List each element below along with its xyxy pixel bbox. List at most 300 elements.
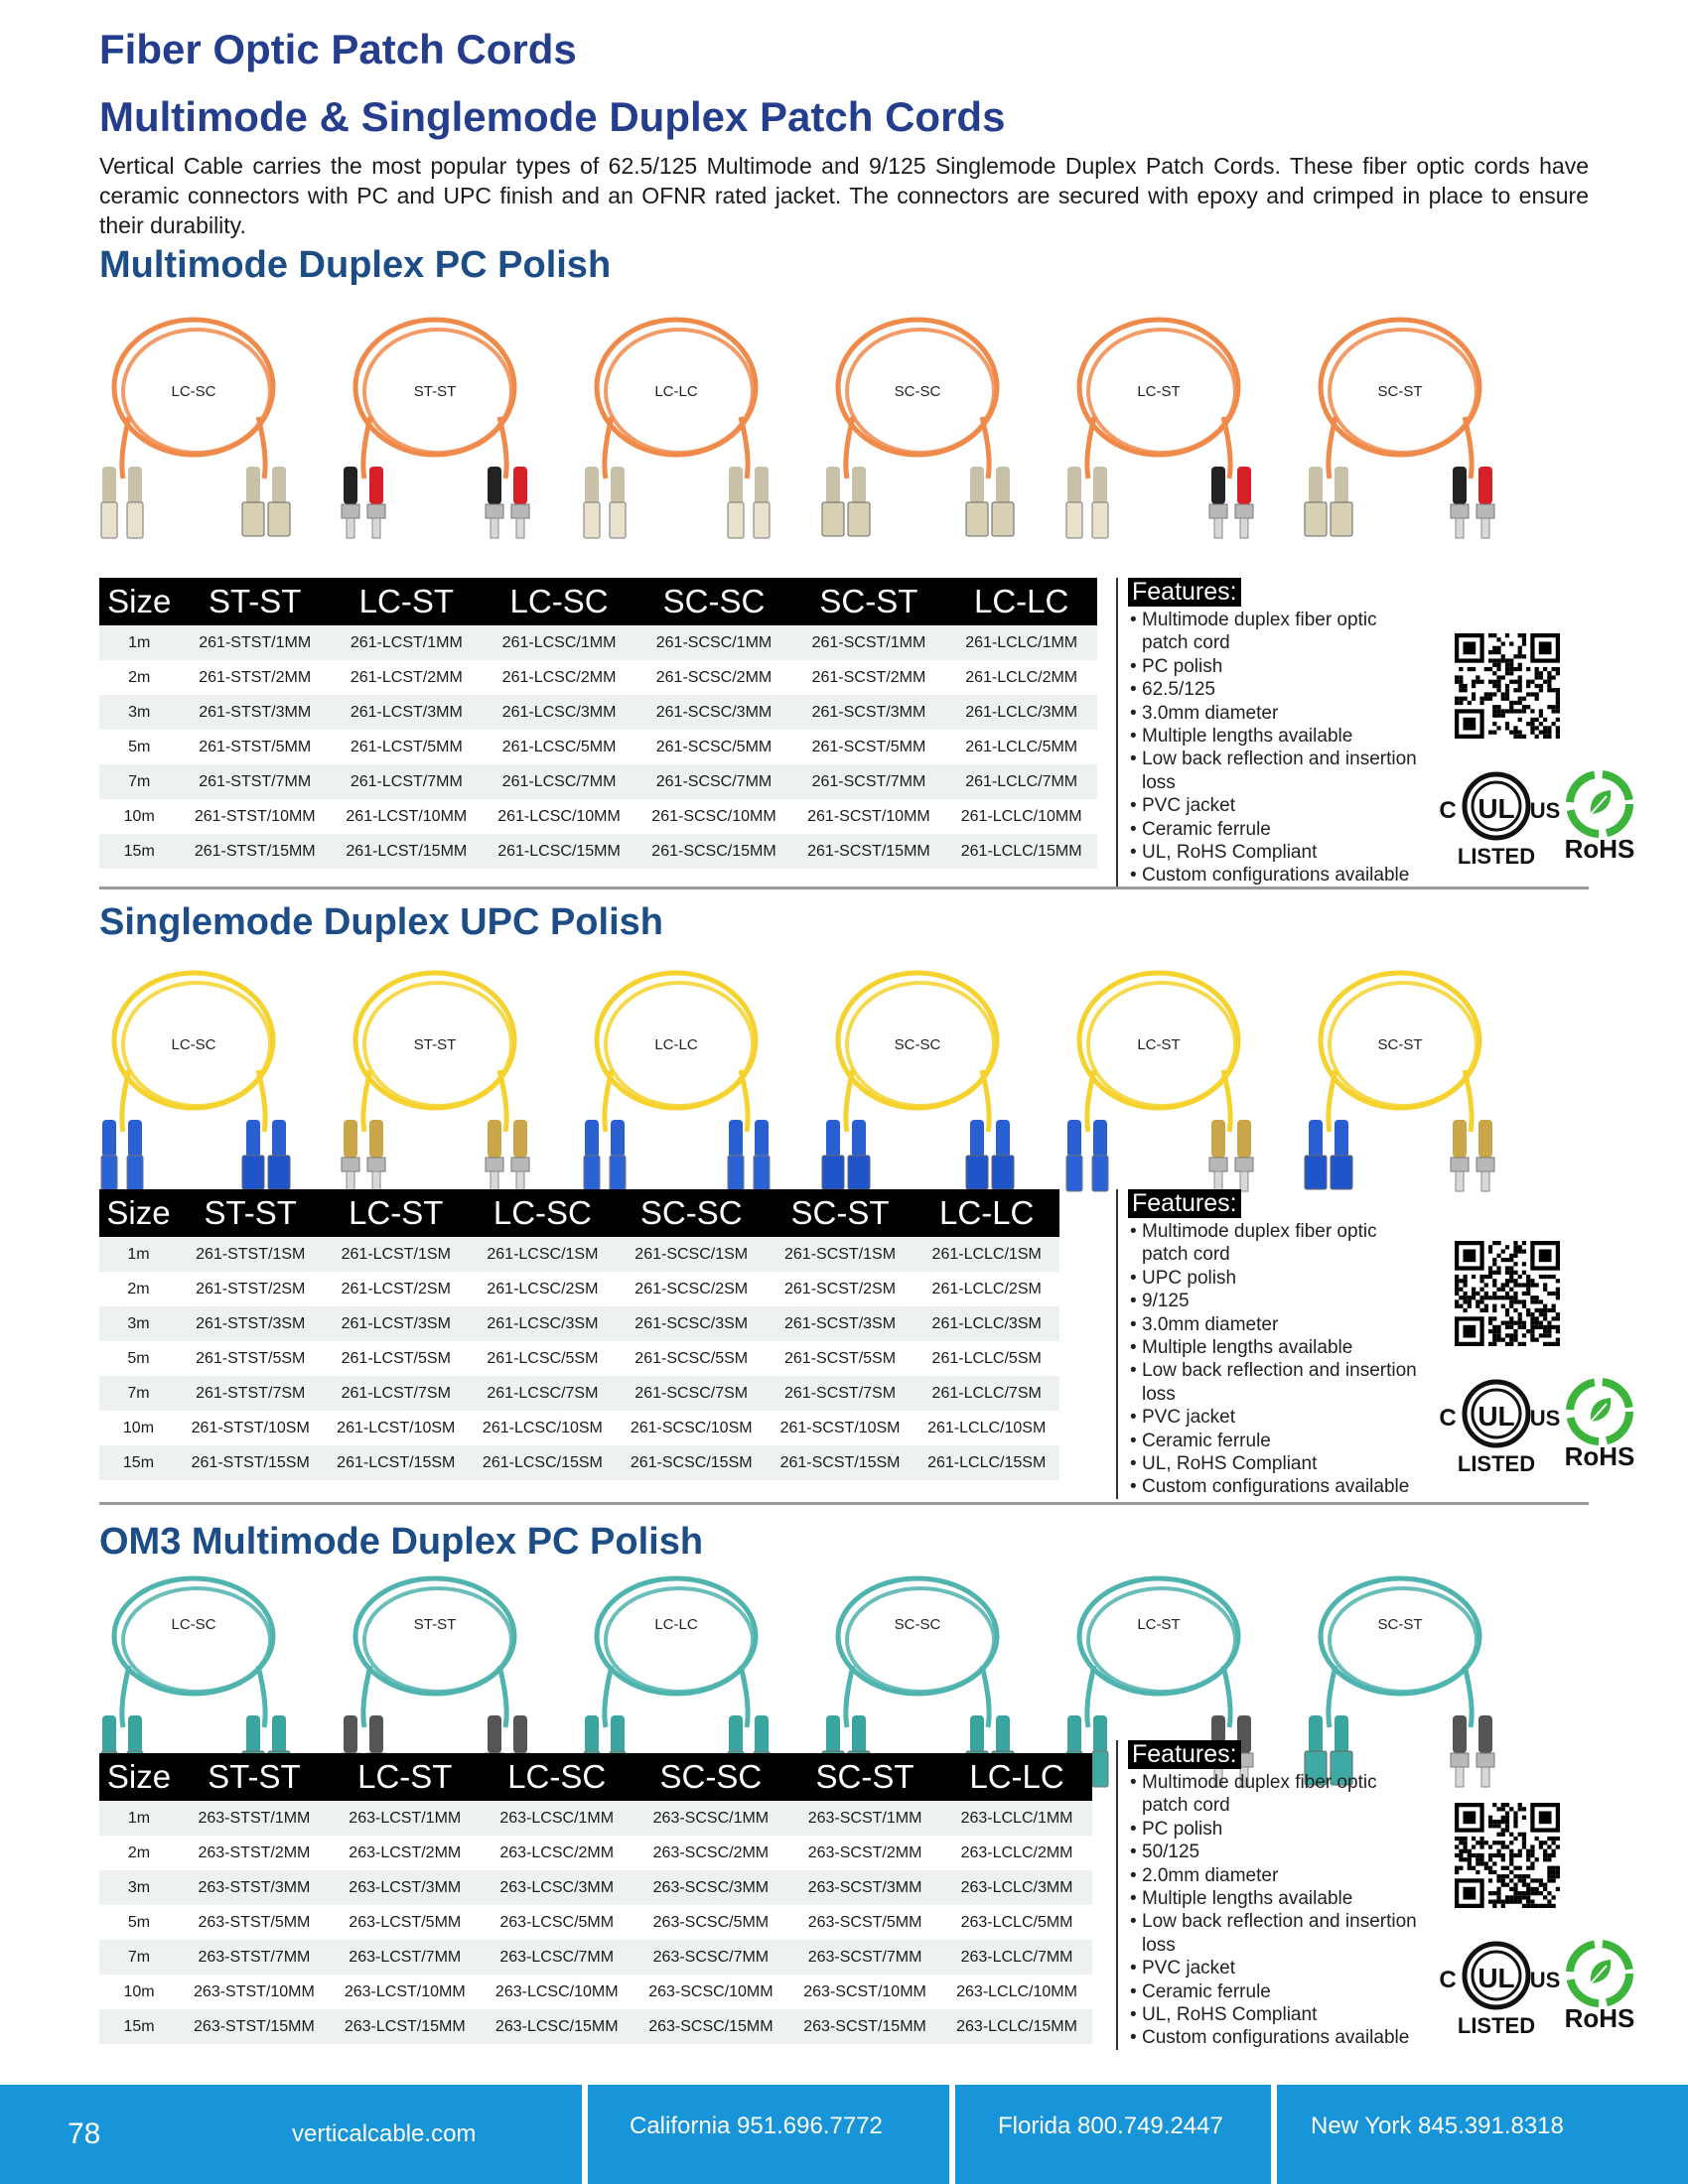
ul-logo-text: LISTED bbox=[1457, 2013, 1536, 2038]
part-number-cell: 263-LCST/3MM bbox=[330, 1870, 481, 1905]
part-number-cell: 263-SCST/2MM bbox=[807, 1843, 922, 1861]
product-image bbox=[89, 961, 298, 1199]
part-number-cell: 263-STST/2MM bbox=[198, 1843, 311, 1861]
table-row bbox=[99, 1905, 1092, 1940]
part-number-cell: 261-LCSC/2MM bbox=[501, 668, 617, 686]
part-number-cell: 261-SCST/10SM bbox=[779, 1419, 901, 1436]
table-header-row bbox=[99, 1753, 1092, 1801]
part-number-cell: 261-SCSC/5SM bbox=[634, 1349, 749, 1367]
table-row bbox=[99, 1975, 1092, 2009]
column-header: LC-ST bbox=[323, 1189, 469, 1237]
feature-item: • UPC polish bbox=[1130, 1267, 1424, 1290]
part-number-cell: 263-STST/5MM bbox=[198, 1913, 311, 1931]
qr-code-icon bbox=[1455, 633, 1560, 739]
feature-item: • PVC jacket bbox=[1130, 1406, 1424, 1429]
product-image bbox=[1296, 961, 1504, 1199]
column-header: SC-SC bbox=[617, 1189, 767, 1237]
table-row bbox=[99, 1411, 1059, 1445]
product-image bbox=[1055, 308, 1263, 546]
website-link[interactable]: verticalcable.com bbox=[292, 2120, 477, 2147]
product-label: LC-ST bbox=[1137, 383, 1181, 400]
product-label: SC-SC bbox=[894, 1616, 941, 1633]
part-number-cell: 261-SCSC/5MM bbox=[655, 738, 773, 755]
column-header: LC-LC bbox=[914, 1189, 1059, 1237]
part-number-cell: 261-LCST/1SM bbox=[323, 1237, 469, 1272]
column-header: SC-ST bbox=[767, 1189, 914, 1237]
part-number-cell: 261-LCST/3MM bbox=[331, 695, 483, 730]
table-row bbox=[99, 625, 1097, 660]
size-cell: 5m bbox=[128, 738, 151, 755]
part-number-cell: 261-SCSC/15SM bbox=[617, 1445, 767, 1480]
part-number-cell: 263-STST/10MM bbox=[194, 1982, 315, 2000]
ul-logo-text: US bbox=[1529, 1968, 1561, 1992]
part-number-cell: 263-LCSC/7MM bbox=[481, 1940, 633, 1975]
product-gallery-singlemode bbox=[89, 961, 1539, 1199]
part-number-cell: 261-SCSC/3SM bbox=[617, 1306, 767, 1341]
part-number-cell: 263-STST/3MM bbox=[179, 1870, 330, 1905]
part-number-cell: 263-SCSC/1MM bbox=[633, 1801, 788, 1836]
ul-listed-logo bbox=[1439, 1940, 1561, 2039]
section-divider bbox=[99, 887, 1589, 889]
part-number-cell: 263-SCSC/10MM bbox=[648, 1982, 774, 2000]
feature-item: • 9/125 bbox=[1130, 1290, 1424, 1312]
part-number-cell: 261-SCST/3MM bbox=[792, 695, 946, 730]
product-label: LC-ST bbox=[1137, 1036, 1181, 1053]
part-number-cell: 261-STST/1MM bbox=[179, 625, 331, 660]
product-label: LC-LC bbox=[654, 1036, 698, 1053]
part-number-cell: 263-STST/1MM bbox=[179, 1801, 330, 1836]
part-number-cell: 261-LCSC/10SM bbox=[482, 1419, 603, 1436]
part-number-cell: 261-LCLC/15SM bbox=[914, 1445, 1059, 1480]
part-number-cell: 261-LCST/2MM bbox=[350, 668, 463, 686]
part-number-cell: 261-SCST/5SM bbox=[784, 1349, 897, 1367]
part-number-cell: 261-STST/10SM bbox=[191, 1419, 310, 1436]
product-label: ST-ST bbox=[413, 1036, 457, 1053]
qr-code-icon bbox=[1455, 1241, 1560, 1346]
page-title: Fiber Optic Patch Cords bbox=[99, 26, 577, 72]
features-panel-singlemode bbox=[1116, 1189, 1424, 1499]
part-number-cell: 261-SCST/1MM bbox=[792, 625, 946, 660]
part-number-cell: 261-LCLC/1SM bbox=[914, 1237, 1059, 1272]
part-number-cell: 263-LCSC/10MM bbox=[494, 1982, 619, 2000]
size-cell: 1m bbox=[99, 1801, 179, 1836]
part-number-cell: 261-LCSC/5MM bbox=[501, 738, 617, 755]
part-number-cell: 261-STST/3SM bbox=[178, 1306, 324, 1341]
table-row bbox=[99, 1237, 1059, 1272]
part-number-cell: 261-LCST/5MM bbox=[350, 738, 463, 755]
part-number-cell: 263-LCLC/10MM bbox=[956, 1982, 1077, 2000]
part-number-cell: 261-SCSC/1MM bbox=[635, 625, 791, 660]
part-number-cell: 261-LCST/10MM bbox=[346, 807, 468, 825]
part-number-cell: 261-SCSC/10SM bbox=[630, 1419, 753, 1436]
product-label: LC-ST bbox=[1137, 1616, 1181, 1633]
feature-item: • 3.0mm diameter bbox=[1130, 702, 1424, 725]
section-divider bbox=[99, 1502, 1589, 1505]
part-number-cell: 261-STST/2MM bbox=[199, 668, 312, 686]
part-number-cell: 261-SCST/7MM bbox=[792, 764, 946, 799]
part-number-cell: 261-STST/10MM bbox=[194, 807, 316, 825]
feature-item: • UL, RoHS Compliant bbox=[1130, 2003, 1424, 2026]
size-cell: 7m bbox=[99, 1376, 178, 1411]
part-number-cell: 261-SCSC/2MM bbox=[655, 668, 773, 686]
product-label: SC-ST bbox=[1377, 1616, 1423, 1633]
features-list bbox=[1130, 1220, 1424, 1499]
part-number-cell: 261-SCST/10MM bbox=[807, 807, 930, 825]
product-label: SC-SC bbox=[894, 1036, 941, 1053]
product-image bbox=[572, 961, 780, 1199]
table-row bbox=[99, 799, 1097, 834]
part-number-cell: 263-SCST/10MM bbox=[803, 1982, 926, 2000]
features-heading: Features: bbox=[1128, 578, 1241, 607]
ul-logo-text: US bbox=[1529, 798, 1561, 823]
part-number-cell: 263-LCSC/2MM bbox=[499, 1843, 615, 1861]
intro-paragraph: Vertical Cable carries the most popular types of 62.5/125 Multimode and 9/125 Singlemode Duplex Patch Cords. These fiber optic cords have ceramic connectors with PC and UPC finish and an OFNR rated jacket. The connectors are secured with epoxy and crimped in place to ensure their durability. bbox=[99, 153, 1589, 238]
florida-phone: Florida 800.749.2447 bbox=[998, 2113, 1223, 2139]
ul-logo-text: C bbox=[1439, 1405, 1457, 1432]
size-cell: 15m bbox=[99, 2009, 179, 2044]
features-panel-om3 bbox=[1116, 1740, 1424, 2050]
part-number-cell: 261-LCSC/15MM bbox=[483, 834, 636, 869]
part-number-cell: 261-STST/3MM bbox=[179, 695, 331, 730]
rohs-logo-text: RoHS bbox=[1564, 1441, 1635, 1471]
page-number: 78 bbox=[68, 2117, 101, 2150]
ul-logo-text: UL bbox=[1477, 1963, 1515, 1993]
table-row bbox=[99, 2009, 1092, 2044]
feature-item: • UL, RoHS Compliant bbox=[1130, 841, 1424, 864]
size-cell: 15m bbox=[99, 834, 179, 869]
rohs-logo bbox=[1555, 762, 1644, 862]
feature-item: • Multiple lengths available bbox=[1130, 1887, 1424, 1910]
feature-item: • PVC jacket bbox=[1130, 1957, 1424, 1979]
part-number-cell: 261-STST/7MM bbox=[179, 764, 331, 799]
page-subtitle: Multimode & Singlemode Duplex Patch Cords bbox=[99, 93, 1006, 140]
table-row bbox=[99, 1445, 1059, 1480]
feature-item: • Custom configurations available bbox=[1130, 1475, 1424, 1498]
table-row bbox=[99, 1376, 1059, 1411]
feature-item: • PVC jacket bbox=[1130, 794, 1424, 817]
feature-item: • Multimode duplex fiber optic patch cord bbox=[1130, 1771, 1424, 1818]
size-cell: 2m bbox=[128, 668, 151, 686]
part-number-cell: 261-STST/5SM bbox=[196, 1349, 306, 1367]
part-number-cell: 261-LCSC/2SM bbox=[487, 1280, 599, 1297]
footer-divider bbox=[582, 2085, 588, 2184]
features-list bbox=[1130, 609, 1424, 887]
product-image bbox=[331, 961, 539, 1199]
size-cell: 5m bbox=[127, 1913, 151, 1931]
part-number-cell: 263-LCLC/15MM bbox=[941, 2009, 1092, 2044]
part-number-cell: 261-STST/7SM bbox=[178, 1376, 324, 1411]
size-cell: 15m bbox=[99, 1445, 178, 1480]
part-number-cell: 263-LCST/10MM bbox=[344, 1982, 466, 2000]
part-number-cell: 263-SCST/3MM bbox=[788, 1870, 941, 1905]
part-number-cell: 261-LCLC/5SM bbox=[931, 1349, 1042, 1367]
feature-item: • Custom configurations available bbox=[1130, 2026, 1424, 2049]
table-row bbox=[99, 834, 1097, 869]
feature-item: • Multiple lengths available bbox=[1130, 725, 1424, 748]
part-number-cell: 261-SCSC/3MM bbox=[635, 695, 791, 730]
part-number-cell: 261-SCST/3SM bbox=[767, 1306, 914, 1341]
part-number-cell: 261-SCST/15SM bbox=[767, 1445, 914, 1480]
part-number-cell: 263-LCLC/7MM bbox=[941, 1940, 1092, 1975]
part-number-cell: 263-LCSC/1MM bbox=[481, 1801, 633, 1836]
ul-logo-text: LISTED bbox=[1457, 844, 1536, 869]
size-cell: 7m bbox=[99, 1940, 179, 1975]
product-label: LC-SC bbox=[171, 1036, 216, 1053]
table-row bbox=[99, 1341, 1059, 1376]
california-phone: California 951.696.7772 bbox=[630, 2113, 883, 2139]
feature-item: • Multimode duplex fiber optic patch cord bbox=[1130, 609, 1424, 655]
part-number-cell: 261-LCST/7MM bbox=[331, 764, 483, 799]
ul-logo-text: LISTED bbox=[1457, 1451, 1536, 1476]
size-cell: 3m bbox=[99, 695, 179, 730]
features-heading: Features: bbox=[1128, 1189, 1241, 1218]
product-label: SC-SC bbox=[894, 383, 941, 400]
feature-item: • Ceramic ferrule bbox=[1130, 818, 1424, 841]
part-number-cell: 263-LCST/5MM bbox=[349, 1913, 462, 1931]
part-number-cell: 261-LCST/15SM bbox=[323, 1445, 469, 1480]
part-number-cell: 261-SCST/7SM bbox=[767, 1376, 914, 1411]
part-number-cell: 263-SCST/15MM bbox=[788, 2009, 941, 2044]
part-number-cell: 261-LCLC/3MM bbox=[945, 695, 1097, 730]
part-number-cell: 261-LCSC/1MM bbox=[483, 625, 636, 660]
column-header: LC-SC bbox=[483, 578, 636, 625]
rohs-logo bbox=[1555, 1370, 1644, 1469]
table-row bbox=[99, 660, 1097, 695]
part-number-cell: 261-LCSC/1SM bbox=[469, 1237, 617, 1272]
size-cell: 5m bbox=[127, 1349, 150, 1367]
column-header: ST-ST bbox=[179, 578, 331, 625]
feature-item: • Low back reflection and insertion loss bbox=[1130, 748, 1424, 794]
section-title-multimode: Multimode Duplex PC Polish bbox=[99, 244, 612, 286]
part-number-cell: 261-STST/2SM bbox=[196, 1280, 306, 1297]
feature-item: • Ceramic ferrule bbox=[1130, 1980, 1424, 2003]
column-header: SC-SC bbox=[635, 578, 791, 625]
ul-logo-text: UL bbox=[1477, 1401, 1515, 1432]
part-number-cell: 261-LCLC/2MM bbox=[965, 668, 1078, 686]
feature-item: • Low back reflection and insertion loss bbox=[1130, 1910, 1424, 1957]
table-row bbox=[99, 1940, 1092, 1975]
feature-item: • Custom configurations available bbox=[1130, 864, 1424, 887]
section-title-om3: OM3 Multimode Duplex PC Polish bbox=[99, 1521, 704, 1563]
part-number-cell: 261-STST/15MM bbox=[179, 834, 331, 869]
table-row bbox=[99, 1836, 1092, 1870]
part-number-cell: 261-LCST/3SM bbox=[323, 1306, 469, 1341]
footer-divider bbox=[949, 2085, 955, 2184]
column-header: LC-ST bbox=[331, 578, 483, 625]
part-number-cell: 263-SCST/5MM bbox=[807, 1913, 922, 1931]
size-cell: 1m bbox=[99, 1237, 178, 1272]
part-number-cell: 263-LCSC/3MM bbox=[481, 1870, 633, 1905]
product-image bbox=[1296, 308, 1504, 546]
ul-logo-text: UL bbox=[1477, 793, 1515, 824]
page-footer bbox=[0, 2085, 1688, 2184]
part-number-cell: 263-LCLC/3MM bbox=[941, 1870, 1092, 1905]
feature-item: • PC polish bbox=[1130, 655, 1424, 678]
table-row bbox=[99, 1801, 1092, 1836]
part-number-cell: 261-LCLC/1MM bbox=[945, 625, 1097, 660]
column-header: LC-ST bbox=[330, 1753, 481, 1801]
part-number-cell: 261-SCSC/10MM bbox=[651, 807, 776, 825]
part-number-cell: 261-SCST/2SM bbox=[784, 1280, 897, 1297]
part-number-cell: 261-LCST/2SM bbox=[341, 1280, 451, 1297]
product-label: LC-SC bbox=[171, 1616, 216, 1633]
feature-item: • Ceramic ferrule bbox=[1130, 1430, 1424, 1452]
product-gallery-multimode bbox=[89, 308, 1539, 546]
table-header-row bbox=[99, 1189, 1059, 1237]
features-panel-multimode bbox=[1116, 578, 1424, 887]
product-image bbox=[813, 961, 1022, 1199]
part-number-cell: 261-LCSC/3SM bbox=[469, 1306, 617, 1341]
part-number-cell: 263-SCSC/5MM bbox=[652, 1913, 770, 1931]
part-number-cell: 263-LCLC/5MM bbox=[960, 1913, 1073, 1931]
part-number-cell: 261-SCSC/1SM bbox=[617, 1237, 767, 1272]
product-image bbox=[331, 308, 539, 546]
part-number-cell: 261-SCST/2MM bbox=[811, 668, 926, 686]
part-number-cell: 261-LCLC/2SM bbox=[931, 1280, 1042, 1297]
product-label: LC-LC bbox=[654, 383, 698, 400]
part-number-cell: 263-SCST/1MM bbox=[788, 1801, 941, 1836]
product-image bbox=[1055, 961, 1263, 1199]
column-header: LC-SC bbox=[481, 1753, 633, 1801]
part-number-cell: 263-SCSC/7MM bbox=[633, 1940, 788, 1975]
table-row bbox=[99, 1870, 1092, 1905]
feature-item: • 3.0mm diameter bbox=[1130, 1313, 1424, 1336]
part-number-cell: 261-LCLC/3SM bbox=[914, 1306, 1059, 1341]
part-number-cell: 263-SCST/7MM bbox=[788, 1940, 941, 1975]
column-header: Size bbox=[99, 1189, 178, 1237]
table-row bbox=[99, 695, 1097, 730]
table-row bbox=[99, 730, 1097, 764]
part-number-cell: 261-LCLC/7MM bbox=[945, 764, 1097, 799]
qr-code-icon bbox=[1455, 1803, 1560, 1908]
column-header: Size bbox=[99, 1753, 179, 1801]
part-number-cell: 263-LCST/2MM bbox=[349, 1843, 462, 1861]
size-cell: 1m bbox=[99, 625, 179, 660]
part-number-cell: 261-SCSC/7SM bbox=[617, 1376, 767, 1411]
feature-item: • 50/125 bbox=[1130, 1841, 1424, 1863]
part-number-cell: 263-STST/7MM bbox=[179, 1940, 330, 1975]
product-image bbox=[89, 308, 298, 546]
part-number-cell: 263-LCSC/15MM bbox=[481, 2009, 633, 2044]
product-label: SC-ST bbox=[1377, 1036, 1423, 1053]
ul-listed-logo bbox=[1439, 770, 1561, 870]
features-list bbox=[1130, 1771, 1424, 2050]
part-number-cell: 263-LCST/1MM bbox=[330, 1801, 481, 1836]
ul-listed-logo bbox=[1439, 1378, 1561, 1477]
ul-logo-text: US bbox=[1529, 1406, 1561, 1431]
rohs-logo bbox=[1555, 1932, 1644, 2031]
part-table-singlemode bbox=[99, 1189, 1059, 1480]
part-number-cell: 261-SCST/1SM bbox=[767, 1237, 914, 1272]
part-number-cell: 261-LCLC/7SM bbox=[914, 1376, 1059, 1411]
part-number-cell: 261-LCST/1MM bbox=[331, 625, 483, 660]
size-cell: 2m bbox=[127, 1280, 150, 1297]
product-label: ST-ST bbox=[413, 383, 457, 400]
product-label: LC-SC bbox=[171, 383, 216, 400]
column-header: ST-ST bbox=[178, 1189, 324, 1237]
column-header: LC-LC bbox=[941, 1753, 1092, 1801]
part-number-cell: 261-SCSC/2SM bbox=[634, 1280, 749, 1297]
size-cell: 10m bbox=[123, 807, 155, 825]
product-label: SC-ST bbox=[1377, 383, 1423, 400]
part-number-cell: 261-LCST/15MM bbox=[331, 834, 483, 869]
rohs-logo-text: RoHS bbox=[1564, 2003, 1635, 2033]
size-cell: 3m bbox=[99, 1870, 179, 1905]
part-number-cell: 261-LCLC/15MM bbox=[945, 834, 1097, 869]
section-title-singlemode: Singlemode Duplex UPC Polish bbox=[99, 901, 663, 943]
product-label: LC-LC bbox=[654, 1616, 698, 1633]
part-number-cell: 263-LCST/15MM bbox=[330, 2009, 481, 2044]
column-header: Size bbox=[99, 578, 179, 625]
product-image bbox=[813, 308, 1022, 546]
table-header-row bbox=[99, 578, 1097, 625]
part-number-cell: 263-SCSC/15MM bbox=[633, 2009, 788, 2044]
table-row bbox=[99, 1306, 1059, 1341]
feature-item: • 62.5/125 bbox=[1130, 678, 1424, 701]
part-number-cell: 261-LCSC/15SM bbox=[469, 1445, 617, 1480]
part-number-cell: 261-LCSC/10MM bbox=[497, 807, 621, 825]
ul-logo-text: C bbox=[1439, 797, 1457, 824]
part-number-cell: 261-SCSC/7MM bbox=[635, 764, 791, 799]
part-number-cell: 261-STST/1SM bbox=[178, 1237, 324, 1272]
size-cell: 2m bbox=[127, 1843, 151, 1861]
part-number-cell: 263-SCSC/3MM bbox=[633, 1870, 788, 1905]
column-header: SC-SC bbox=[633, 1753, 788, 1801]
product-label: ST-ST bbox=[413, 1616, 457, 1633]
part-number-cell: 261-SCST/15MM bbox=[792, 834, 946, 869]
part-number-cell: 263-LCLC/2MM bbox=[960, 1843, 1073, 1861]
part-number-cell: 261-SCST/5MM bbox=[811, 738, 926, 755]
part-number-cell: 261-LCSC/3MM bbox=[483, 695, 636, 730]
feature-item: • Multiple lengths available bbox=[1130, 1336, 1424, 1359]
part-number-cell: 263-LCSC/5MM bbox=[499, 1913, 615, 1931]
part-number-cell: 261-LCSC/7MM bbox=[483, 764, 636, 799]
rohs-logo-text: RoHS bbox=[1564, 834, 1635, 864]
size-cell: 7m bbox=[99, 764, 179, 799]
table-row bbox=[99, 764, 1097, 799]
feature-item: • 2.0mm diameter bbox=[1130, 1864, 1424, 1887]
part-number-cell: 261-LCLC/5MM bbox=[965, 738, 1078, 755]
feature-item: • Low back reflection and insertion loss bbox=[1130, 1359, 1424, 1406]
size-cell: 10m bbox=[123, 1982, 155, 2000]
part-number-cell: 261-SCSC/15MM bbox=[635, 834, 791, 869]
size-cell: 3m bbox=[99, 1306, 178, 1341]
column-header: SC-ST bbox=[792, 578, 946, 625]
part-number-cell: 261-LCLC/10SM bbox=[927, 1419, 1047, 1436]
part-number-cell: 261-LCLC/10MM bbox=[960, 807, 1082, 825]
feature-item: • Multimode duplex fiber optic patch cord bbox=[1130, 1220, 1424, 1267]
part-number-cell: 261-LCST/5SM bbox=[341, 1349, 451, 1367]
part-table-om3 bbox=[99, 1753, 1092, 2044]
part-number-cell: 263-SCSC/2MM bbox=[652, 1843, 770, 1861]
part-number-cell: 261-LCSC/5SM bbox=[487, 1349, 599, 1367]
part-number-cell: 261-LCSC/7SM bbox=[469, 1376, 617, 1411]
footer-divider bbox=[1271, 2085, 1277, 2184]
column-header: LC-SC bbox=[469, 1189, 617, 1237]
product-image bbox=[572, 308, 780, 546]
column-header: LC-LC bbox=[945, 578, 1097, 625]
part-number-cell: 263-LCLC/1MM bbox=[941, 1801, 1092, 1836]
column-header: SC-ST bbox=[788, 1753, 941, 1801]
column-header: ST-ST bbox=[179, 1753, 330, 1801]
part-number-cell: 261-LCST/7SM bbox=[323, 1376, 469, 1411]
size-cell: 10m bbox=[122, 1419, 155, 1436]
part-number-cell: 261-STST/5MM bbox=[199, 738, 312, 755]
features-heading: Features: bbox=[1128, 1740, 1241, 1769]
table-row bbox=[99, 1272, 1059, 1306]
part-number-cell: 263-STST/15MM bbox=[179, 2009, 330, 2044]
ul-logo-text: C bbox=[1439, 1967, 1457, 1993]
